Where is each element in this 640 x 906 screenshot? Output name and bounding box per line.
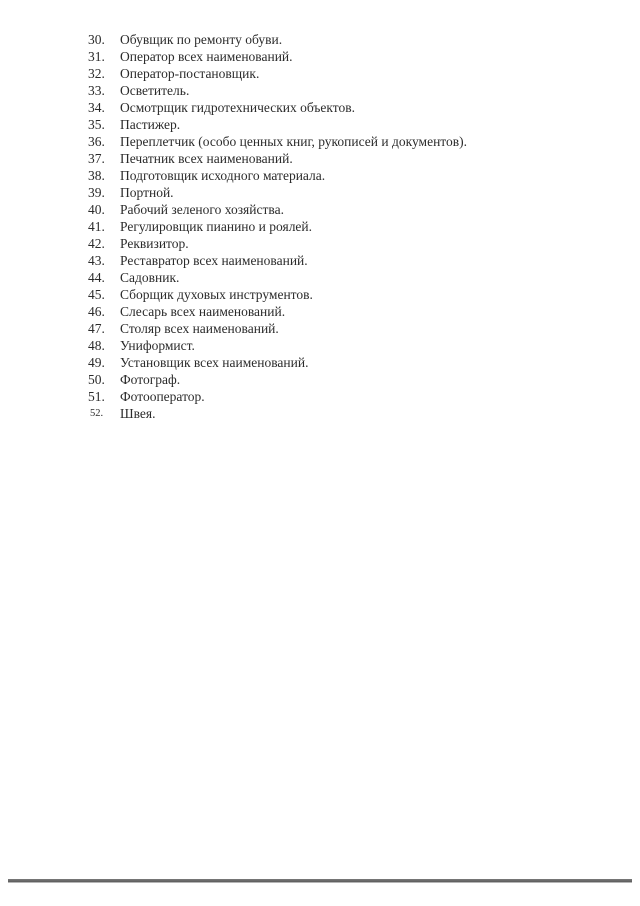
item-number: 52. [90, 408, 104, 419]
list-item [88, 252, 467, 269]
item-text: Швея. [120, 406, 156, 421]
item-text: Оператор-постановщик. [120, 66, 260, 81]
list-item [88, 31, 467, 48]
list-item [88, 82, 467, 99]
list-item [88, 65, 467, 82]
item-text: Фотооператор. [120, 389, 205, 404]
item-number: 32. [88, 66, 105, 81]
item-number: 39. [88, 185, 105, 200]
item-text: Фотограф. [120, 372, 181, 387]
item-text: Пастижер. [120, 117, 181, 132]
item-text: Обувщик по ремонту обуви. [120, 32, 283, 47]
item-text: Осветитель. [120, 83, 190, 98]
item-text: Переплетчик (особо ценных книг, рукописей и документов). [120, 134, 468, 149]
list-item [88, 48, 467, 65]
list-item [88, 167, 467, 184]
item-number: 50. [88, 372, 105, 387]
item-text: Униформист. [120, 338, 195, 353]
item-number: 46. [88, 304, 105, 319]
list-item [88, 354, 467, 371]
list-item [88, 116, 467, 133]
item-text: Портной. [120, 185, 174, 200]
list-item [88, 218, 467, 235]
item-number: 36. [88, 134, 105, 149]
item-text: Печатник всех наименований. [120, 151, 293, 166]
item-number: 44. [88, 270, 105, 285]
item-number: 45. [88, 287, 105, 302]
item-text: Установщик всех наименований. [120, 355, 309, 370]
list-item [88, 269, 467, 286]
list-item [88, 184, 467, 201]
item-number: 51. [88, 389, 105, 404]
item-number: 35. [88, 117, 105, 132]
item-text: Сборщик духовых инструментов. [120, 287, 313, 302]
list-item [88, 133, 467, 150]
list-item [88, 405, 467, 422]
bottom-rule-shadow [8, 882, 632, 883]
item-number: 31. [88, 49, 105, 64]
item-text: Рабочий зеленого хозяйства. [120, 202, 284, 217]
item-text: Столяр всех наименований. [120, 321, 279, 336]
item-text: Подготовщик исходного материала. [120, 168, 326, 183]
list-item [88, 320, 467, 337]
item-number: 41. [88, 219, 105, 234]
list-item [88, 235, 467, 252]
item-text: Осмотрщик гидротехнических объектов. [120, 100, 355, 115]
item-number: 34. [88, 100, 105, 115]
item-text: Реставратор всех наименований. [120, 253, 308, 268]
list-item [88, 303, 467, 320]
item-number: 40. [88, 202, 105, 217]
item-number: 49. [88, 355, 105, 370]
list-item [88, 201, 467, 218]
item-number: 33. [88, 83, 105, 98]
item-number: 38. [88, 168, 105, 183]
list-item [88, 99, 467, 116]
item-text: Регулировщик пианино и роялей. [120, 219, 313, 234]
item-text: Оператор всех наименований. [120, 49, 293, 64]
item-number: 37. [88, 151, 105, 166]
item-text: Садовник. [120, 270, 180, 285]
list-item [88, 371, 467, 388]
item-number: 47. [88, 321, 105, 336]
list-item [88, 150, 467, 167]
item-number: 43. [88, 253, 105, 268]
item-number: 48. [88, 338, 105, 353]
list-item [88, 286, 467, 303]
list-item [88, 388, 467, 405]
occupation-list [88, 31, 467, 422]
item-text: Реквизитор. [120, 236, 189, 251]
item-text: Слесарь всех наименований. [120, 304, 286, 319]
item-number: 42. [88, 236, 105, 251]
item-number: 30. [88, 32, 105, 47]
list-item [88, 337, 467, 354]
